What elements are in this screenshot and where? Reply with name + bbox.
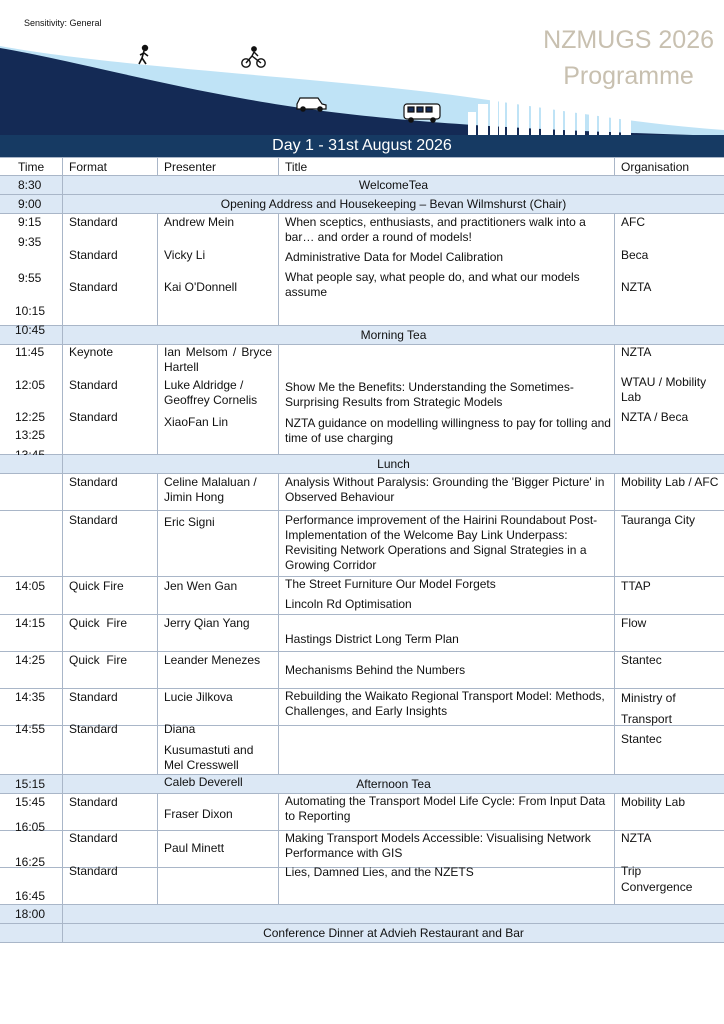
time-label: 8:30 [18, 178, 42, 192]
organisation-label: Stantec [621, 732, 662, 746]
break-afternoon-tea: Afternoon Tea [356, 777, 431, 791]
table-row [0, 712, 724, 775]
table-row [0, 195, 724, 214]
time-label: 14:25 [15, 653, 46, 667]
organisation-label: NZTA [621, 345, 652, 359]
presenter-label: Vicky Li [164, 248, 206, 262]
break-welcome-tea: WelcomeTea [358, 178, 429, 192]
table-header-row [0, 157, 724, 176]
presenter-label: Luke Aldridge / Geoffrey Cornelis [164, 378, 258, 407]
title-line-1: NZMUGS 2026 [543, 26, 714, 54]
time-label: 10:15 [15, 304, 46, 318]
talk-title: Performance improvement of the Hairini Roundabout Post-Implementation of the Welcome Bay Link Underpass: Revisiting Network Operations and Signal Strategies in a Growing Corridor [285, 513, 598, 572]
table-row [0, 176, 724, 195]
presenter-label: XiaoFan Lin [164, 415, 229, 429]
format-label: Standard [69, 864, 118, 878]
table-row [0, 577, 724, 615]
organisation-label: TTAP [621, 579, 651, 593]
time-label: 16:45 [15, 889, 46, 903]
table-row [0, 345, 724, 455]
presenter-label: Ian Melsom / Bryce Hartell [164, 345, 272, 374]
organisation-label: WTAU / Mobility Lab [621, 375, 707, 404]
table-row [0, 905, 724, 924]
time-label: 9:55 [18, 271, 42, 285]
table-row [0, 214, 724, 326]
table-row [0, 615, 724, 652]
organisation-label: Ministry of [621, 691, 676, 705]
organisation-label: Convergence [621, 880, 693, 894]
talk-title: Lincoln Rd Optimisation [285, 597, 412, 611]
organisation-label: Beca [621, 248, 649, 262]
time-label: 12:25 [15, 410, 46, 424]
format-label: Quick Fire [69, 653, 128, 667]
talk-title: What people say, what people do, and what our models assume [285, 270, 580, 299]
header-presenter: Presenter [164, 160, 217, 174]
format-label: Standard [69, 378, 118, 392]
table-row [0, 831, 724, 868]
time-label: 15:15 [15, 777, 46, 791]
format-label: Standard [69, 280, 118, 294]
organisation-label: AFC [621, 215, 645, 229]
time-label: 16:25 [15, 855, 46, 869]
talk-title: NZTA guidance on modelling willingness to pay for tolling and time of use charging [285, 416, 611, 445]
table-row [0, 775, 724, 794]
presenter-label: Diana [164, 722, 196, 736]
presenter-label: Celine Malaluan / Jimin Hong [164, 475, 257, 504]
table-row [0, 455, 724, 474]
header-time: Time [18, 160, 45, 174]
programme-title [543, 22, 714, 94]
talk-title: Lies, Damned Lies, and the NZETS [285, 865, 474, 879]
organisation-label: Flow [621, 616, 647, 630]
talk-title: Rebuilding the Waikato Regional Transport Model: Methods, Challenges, and Early Insights [285, 689, 605, 718]
time-label: 11:45 [15, 345, 45, 359]
presenter-label: Andrew Mein [164, 215, 235, 229]
time-label: 14:15 [15, 616, 46, 630]
table-row [0, 474, 724, 511]
talk-title: Mechanisms Behind the Numbers [285, 663, 466, 677]
format-label: Quick Fire [69, 579, 124, 593]
break-opening-address: Opening Address and Housekeeping – Bevan Wilmshurst (Chair) [220, 197, 567, 211]
presenter-label: Lucie Jilkova [164, 690, 233, 704]
table-row [0, 689, 724, 736]
time-label: 13:25 [15, 428, 46, 442]
day-header: Day 1 - 31st August 2026 [0, 135, 724, 157]
organisation-label: Transport [621, 712, 672, 726]
organisation-label: Mobility Lab / AFC [621, 475, 719, 489]
presenter-label: Jerry Qian Yang [164, 616, 250, 630]
time-label: 10:45 [15, 323, 46, 337]
time-label: 14:05 [15, 579, 46, 593]
cyclist-icon [242, 47, 265, 67]
format-label: Standard [69, 513, 118, 527]
header-title: Title [285, 160, 308, 174]
format-label: Keynote [69, 345, 114, 359]
organisation-label: Tauranga City [621, 513, 696, 527]
format-label: Standard [69, 831, 118, 845]
presenter-label: Leander Menezes [164, 653, 261, 667]
time-label: 14:35 [15, 690, 46, 704]
talk-title: When sceptics, enthusiasts, and practitioners walk into a bar… and order a round of models! [285, 215, 586, 244]
time-label: 9:15 [18, 215, 42, 229]
talk-title: Analysis Without Paralysis: Grounding the 'Bigger Picture' in Observed Behaviour [285, 475, 605, 504]
organisation-label: NZTA [621, 280, 652, 294]
organisation-label: Trip [621, 864, 642, 878]
break-conference-dinner: Conference Dinner at Advieh Restaurant and Bar [263, 926, 524, 940]
organisation-label: Mobility Lab [621, 795, 686, 809]
organisation-label: NZTA / Beca [621, 410, 689, 424]
talk-title: Show Me the Benefits: Understanding the Sometimes-Surprising Results from Strategic Models [285, 380, 574, 409]
bus-icon [404, 104, 440, 122]
format-label: Standard [69, 215, 118, 229]
talk-title: The Street Furniture Our Model Forgets [285, 577, 496, 591]
time-label: 16:05 [15, 820, 46, 834]
table-row [0, 794, 724, 834]
presenter-label: Jen Wen Gan [164, 579, 238, 593]
format-label: Standard [69, 475, 118, 489]
format-label: Standard [69, 410, 118, 424]
title-line-2: Programme [563, 62, 694, 90]
table-row [0, 652, 724, 689]
time-label: 9:00 [18, 197, 42, 211]
break-morning-tea: Morning Tea [360, 328, 427, 342]
time-label: 9:35 [18, 235, 42, 249]
presenter-label: Kai O'Donnell [164, 280, 237, 294]
talk-title: Hastings District Long Term Plan [285, 632, 459, 646]
talk-title: Automating the Transport Model Life Cycle: From Input Data to Reporting [285, 794, 606, 823]
break-lunch: Lunch [377, 457, 410, 471]
time-label: 18:00 [15, 907, 46, 921]
format-label: Standard [69, 248, 118, 262]
time-label: 12:05 [15, 378, 46, 392]
table-row [0, 924, 724, 943]
format-label: Quick Fire [69, 616, 128, 630]
walker-icon [139, 46, 148, 64]
format-label: Standard [69, 722, 118, 736]
table-row [0, 864, 724, 905]
table-row [0, 511, 724, 577]
time-label: 15:45 [15, 795, 46, 809]
presenter-label: Paul Minett [164, 841, 225, 855]
presenter-label: Fraser Dixon [164, 807, 233, 821]
header-format: Format [69, 160, 108, 174]
talk-title: Administrative Data for Model Calibration [285, 250, 504, 264]
organisation-label: Stantec [621, 653, 662, 667]
time-label: 14:55 [15, 722, 46, 736]
presenter-label: Kusumastuti and Mel Cresswell [164, 743, 254, 772]
table-row [0, 323, 724, 345]
format-label: Standard [69, 690, 118, 704]
sensitivity-label: Sensitivity: General [24, 18, 102, 28]
format-label: Standard [69, 795, 118, 809]
presenter-label: Caleb Deverell [164, 775, 243, 789]
talk-title: Making Transport Models Accessible: Visualising Network Performance with GIS [285, 831, 591, 860]
header-organisation: Organisation [621, 160, 690, 174]
presenter-label: Eric Signi [164, 515, 215, 529]
organisation-label: NZTA [621, 831, 652, 845]
